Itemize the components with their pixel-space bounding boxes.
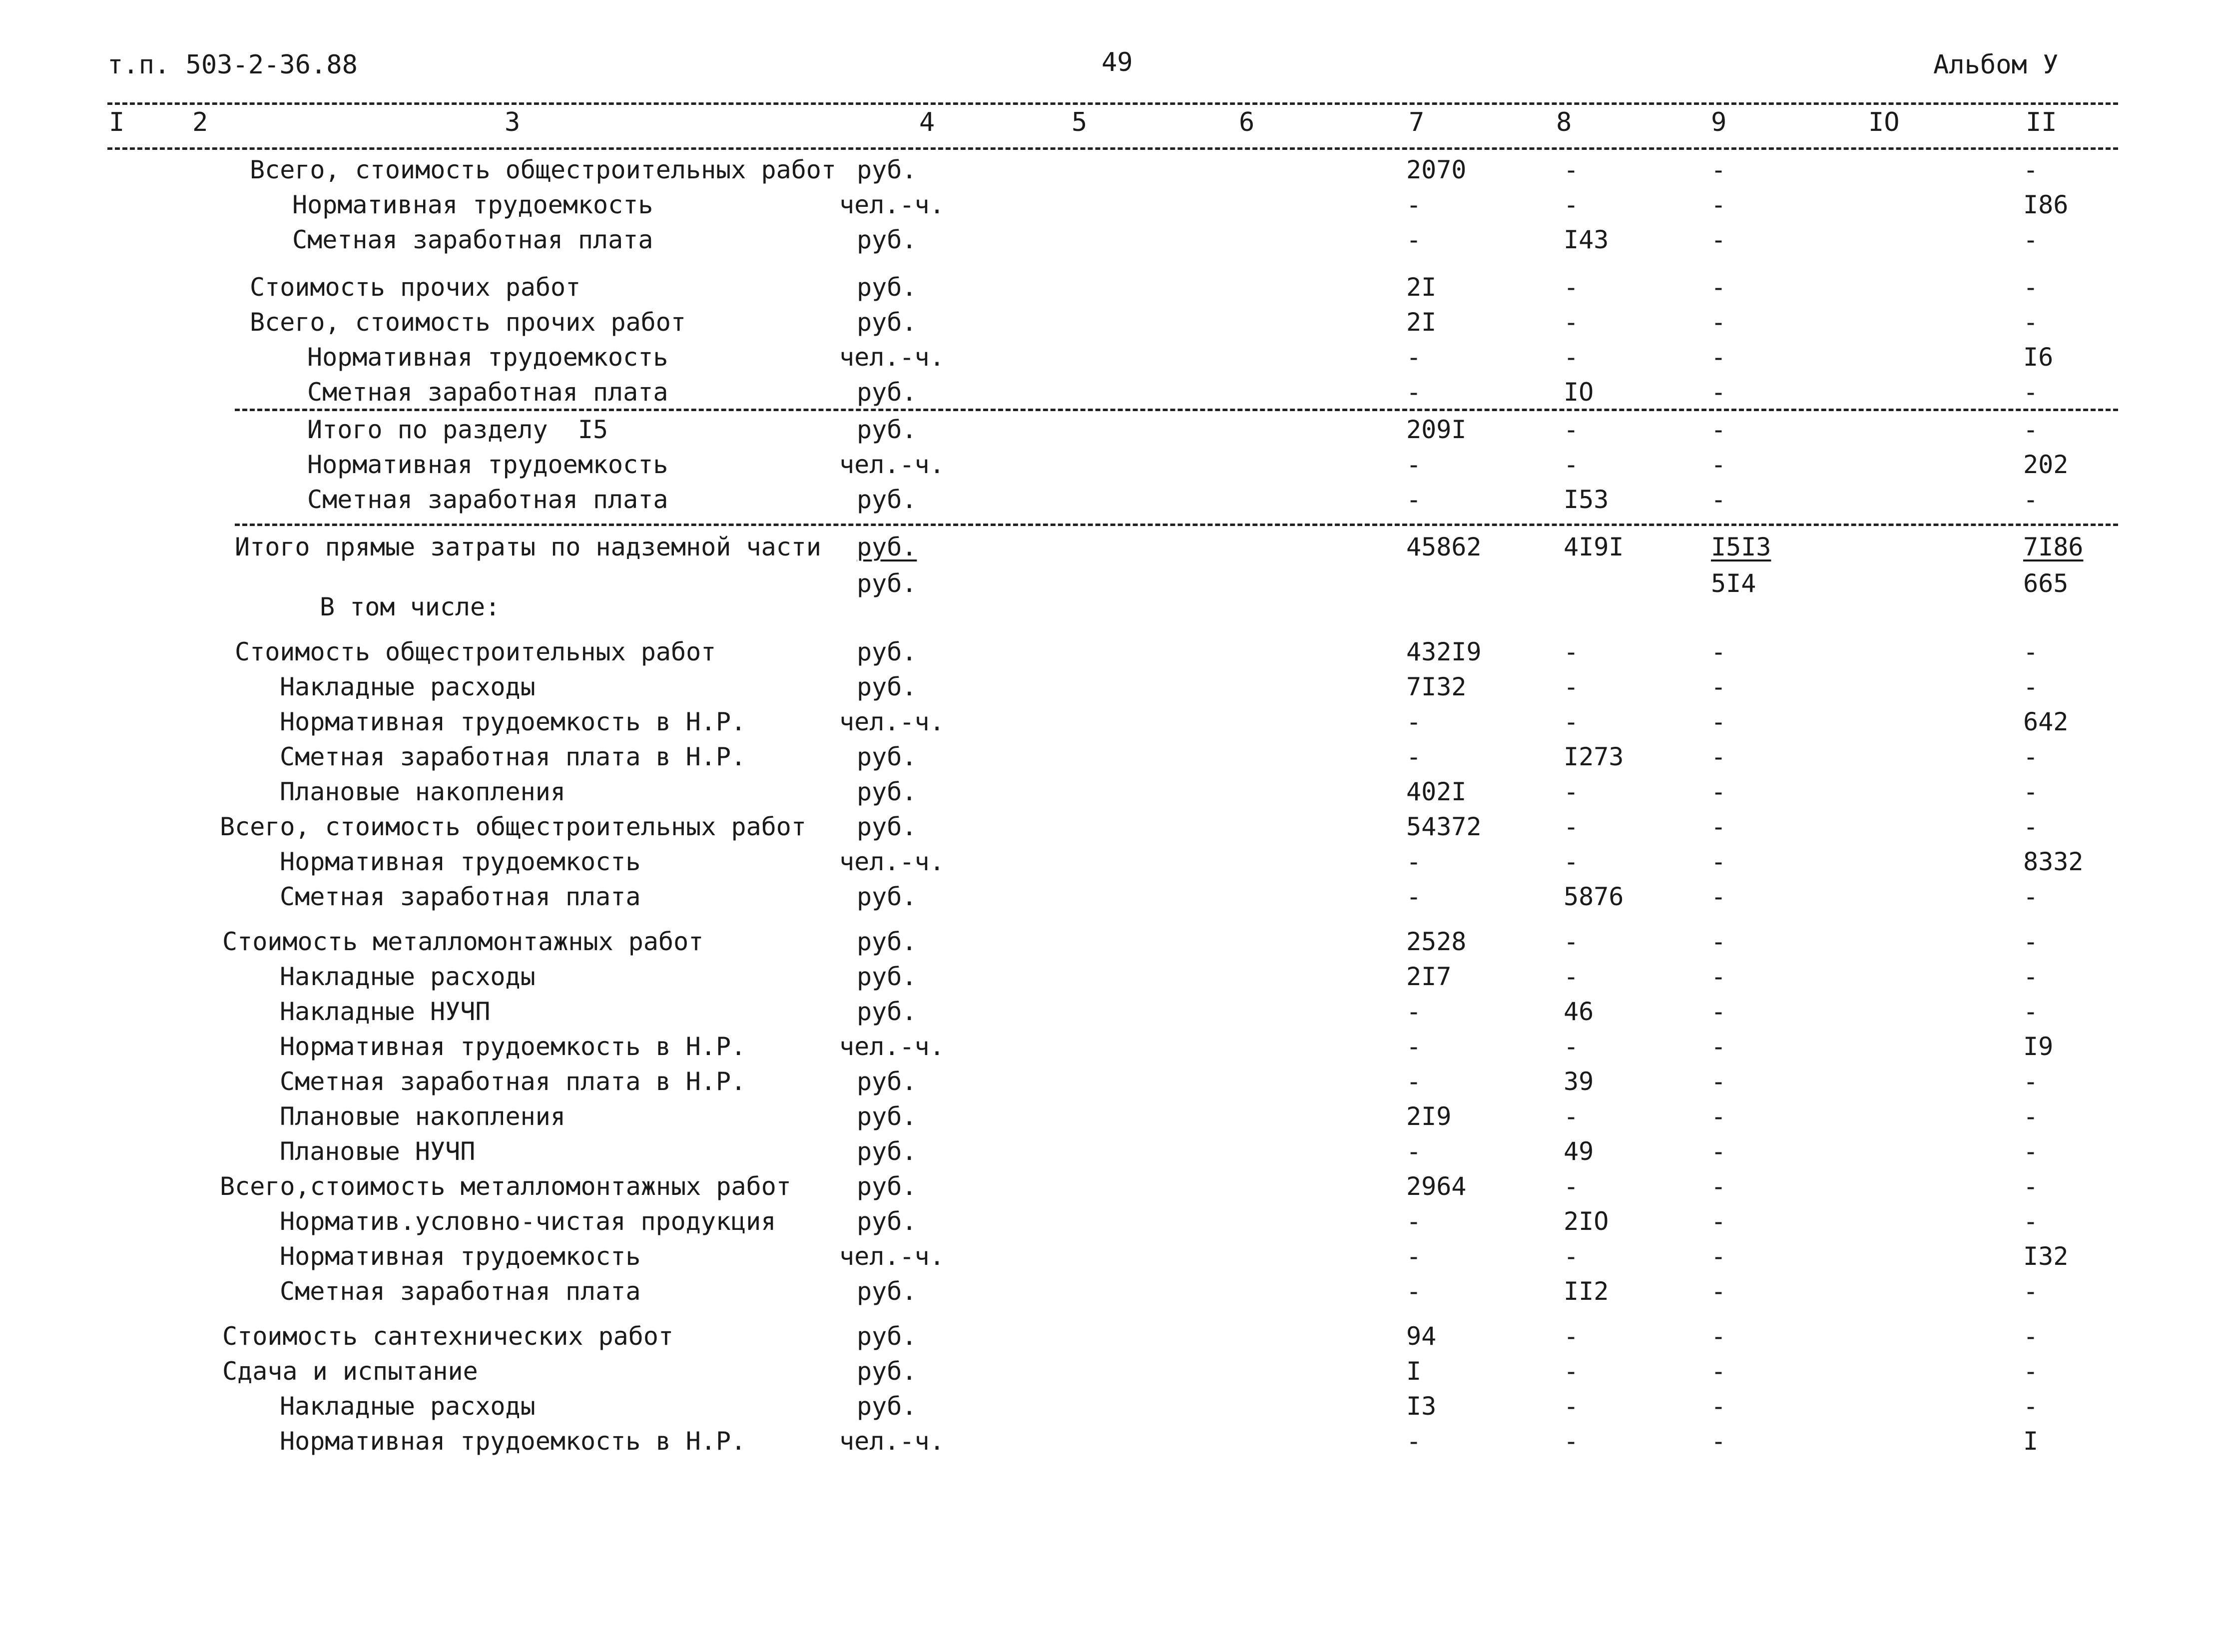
unit-cell: руб.: [857, 997, 917, 1026]
machine-cell: -: [1711, 1242, 1726, 1271]
row-label: Сметная заработная плата в Н.Р.: [280, 742, 746, 771]
labor-cell: I6: [2023, 343, 2054, 372]
labor-cell: -: [2023, 415, 2039, 444]
machine-cell: -: [1711, 415, 1726, 444]
column-header: II: [2026, 107, 2057, 137]
labor-cell: -: [2023, 225, 2039, 254]
cost-cell: -: [1406, 1032, 1422, 1061]
labor-cell: -: [2023, 997, 2039, 1026]
unit-cell: руб.: [857, 569, 917, 598]
machine-cell: -: [1711, 1102, 1726, 1131]
row-label: Сдача и испытание: [222, 1357, 478, 1386]
machine-cell: -: [1711, 1357, 1726, 1386]
cost-cell: I: [1406, 1357, 1422, 1386]
unit-cell: руб.: [857, 225, 917, 254]
wage-cell: -: [1564, 1392, 1579, 1421]
wage-cell: -: [1564, 672, 1579, 701]
unit-cell: руб.: [857, 533, 917, 561]
labor-cell: -: [2023, 155, 2039, 184]
row-label: Итого по разделу I5: [307, 415, 608, 444]
labor-cell: 202: [2023, 450, 2069, 479]
labor-cell: -: [2023, 882, 2039, 911]
cost-cell: -: [1406, 1137, 1422, 1166]
row-label: Норматив.условно-чистая продукция: [280, 1207, 776, 1236]
labor-cell: I9: [2023, 1032, 2054, 1061]
unit-cell: руб.: [857, 1277, 917, 1306]
row-label: Всего, стоимость прочих работ: [250, 308, 686, 337]
labor-cell: -: [2023, 273, 2039, 302]
machine-cell: -: [1711, 742, 1726, 771]
labor-cell: 665: [2023, 569, 2069, 598]
machine-cell: -: [1711, 777, 1726, 806]
column-header: 9: [1711, 107, 1727, 137]
labor-cell: -: [2023, 1207, 2039, 1236]
cost-cell: -: [1406, 343, 1422, 372]
section-rule-1: [235, 409, 2118, 411]
unit-cell: чел.-ч.: [839, 1242, 945, 1271]
labor-cell: -: [2023, 927, 2039, 956]
wage-cell: -: [1564, 1172, 1579, 1201]
unit-cell: чел.-ч.: [839, 343, 945, 372]
labor-cell: -: [2023, 1277, 2039, 1306]
wage-cell: -: [1564, 343, 1579, 372]
row-label: Нормативная трудоемкость: [307, 450, 668, 479]
row-label: Стоимость сантехнических работ: [222, 1322, 674, 1351]
wage-cell: -: [1564, 1242, 1579, 1271]
machine-cell: -: [1711, 1392, 1726, 1421]
wage-cell: -: [1564, 415, 1579, 444]
cost-cell: 94: [1406, 1322, 1437, 1351]
unit-cell: чел.-ч.: [839, 450, 945, 479]
row-label: Нормативная трудоемкость: [280, 847, 641, 876]
cost-cell: -: [1406, 1242, 1422, 1271]
wage-cell: I273: [1564, 742, 1624, 771]
wage-cell: 49: [1564, 1137, 1594, 1166]
wage-cell: 2IO: [1564, 1207, 1609, 1236]
machine-cell: -: [1711, 1427, 1726, 1456]
labor-cell: -: [2023, 962, 2039, 991]
cost-cell: 2070: [1406, 155, 1467, 184]
machine-cell: I5I3: [1711, 533, 1771, 561]
cost-cell: 2I7: [1406, 962, 1452, 991]
unit-cell: руб.: [857, 1207, 917, 1236]
cost-cell: -: [1406, 997, 1422, 1026]
wage-cell: -: [1564, 1322, 1579, 1351]
header-top-rule: [107, 102, 2118, 105]
machine-cell: -: [1711, 273, 1726, 302]
column-header: 3: [505, 107, 521, 137]
row-label: Накладные расходы: [280, 672, 536, 701]
unit-cell: руб.: [857, 1357, 917, 1386]
unit-cell: чел.-ч.: [839, 190, 945, 219]
labor-cell: I86: [2023, 190, 2069, 219]
unit-cell: руб.: [857, 1322, 917, 1351]
labor-cell: -: [2023, 378, 2039, 407]
cost-cell: -: [1406, 378, 1422, 407]
unit-cell: руб.: [857, 742, 917, 771]
row-label: В том числе:: [320, 592, 501, 621]
unit-cell: руб.: [857, 637, 917, 666]
cost-cell: -: [1406, 450, 1422, 479]
labor-cell: -: [2023, 777, 2039, 806]
wage-cell: -: [1564, 707, 1579, 736]
cost-cell: 2I: [1406, 308, 1437, 337]
row-label: Плановые накопления: [280, 1102, 565, 1131]
row-label: Нормативная трудоемкость в Н.Р.: [280, 1032, 746, 1061]
unit-cell: руб.: [857, 415, 917, 444]
row-label: Нормативная трудоемкость: [280, 1242, 641, 1271]
cost-cell: 432I9: [1406, 637, 1482, 666]
column-header: 5: [1072, 107, 1088, 137]
labor-cell: -: [2023, 308, 2039, 337]
row-label: Итого прямые затраты по надземной части: [235, 533, 821, 561]
column-header: 2: [192, 107, 208, 137]
unit-cell: чел.-ч.: [839, 1032, 945, 1061]
album-label: Альбом У: [1933, 50, 2059, 80]
row-label: Стоимость общестроительных работ: [235, 637, 716, 666]
labor-cell: -: [2023, 1137, 2039, 1166]
unit-cell: чел.-ч.: [839, 847, 945, 876]
row-label: Всего, стоимость общестроительных работ: [220, 812, 806, 841]
labor-cell: 642: [2023, 707, 2069, 736]
column-header: I: [109, 107, 125, 137]
wage-cell: -: [1564, 812, 1579, 841]
unit-cell: руб.: [857, 1172, 917, 1201]
machine-cell: -: [1711, 1277, 1726, 1306]
labor-cell: -: [2023, 1172, 2039, 1201]
machine-cell: -: [1711, 707, 1726, 736]
unit-cell: руб.: [857, 1102, 917, 1131]
row-label: Сметная заработная плата: [307, 485, 668, 514]
unit-cell: руб.: [857, 273, 917, 302]
cost-cell: 209I: [1406, 415, 1467, 444]
machine-cell: 5I4: [1711, 569, 1756, 598]
wage-cell: -: [1564, 1102, 1579, 1131]
machine-cell: -: [1711, 155, 1726, 184]
cost-cell: 45862: [1406, 533, 1482, 561]
cost-cell: -: [1406, 1427, 1422, 1456]
machine-cell: -: [1711, 225, 1726, 254]
column-header: 7: [1409, 107, 1425, 137]
machine-cell: -: [1711, 1172, 1726, 1201]
cost-cell: 2964: [1406, 1172, 1467, 1201]
unit-cell: руб.: [857, 1067, 917, 1096]
labor-cell: -: [2023, 1392, 2039, 1421]
row-label: Всего,стоимость металломонтажных работ: [220, 1172, 791, 1201]
cost-cell: -: [1406, 1067, 1422, 1096]
wage-cell: -: [1564, 1357, 1579, 1386]
row-label: Стоимость металломонтажных работ: [222, 927, 704, 956]
unit-cell: руб.: [857, 378, 917, 407]
machine-cell: -: [1711, 343, 1726, 372]
row-label: Сметная заработная плата в Н.Р.: [280, 1067, 746, 1096]
cost-cell: -: [1406, 225, 1422, 254]
labor-cell: -: [2023, 742, 2039, 771]
wage-cell: -: [1564, 190, 1579, 219]
cost-cell: -: [1406, 485, 1422, 514]
cost-cell: -: [1406, 1207, 1422, 1236]
row-label: Накладные расходы: [280, 962, 536, 991]
wage-cell: -: [1564, 1427, 1579, 1456]
row-label: Нормативная трудоемкость в Н.Р.: [280, 1427, 746, 1456]
labor-cell: -: [2023, 485, 2039, 514]
unit-cell: руб.: [857, 1137, 917, 1166]
row-label: Плановые накопления: [280, 777, 565, 806]
labor-cell: I32: [2023, 1242, 2069, 1271]
wage-cell: -: [1564, 962, 1579, 991]
labor-cell: -: [2023, 812, 2039, 841]
labor-cell: -: [2023, 672, 2039, 701]
row-label: Всего, стоимость общестроительных работ: [250, 155, 836, 184]
cost-cell: 2I9: [1406, 1102, 1452, 1131]
page-number: 49: [1102, 47, 1133, 77]
unit-cell: руб.: [857, 812, 917, 841]
wage-cell: -: [1564, 927, 1579, 956]
wage-cell: 4I9I: [1564, 533, 1624, 561]
machine-cell: -: [1711, 1067, 1726, 1096]
section-rule-2: [235, 524, 2118, 526]
cost-cell: 7I32: [1406, 672, 1467, 701]
machine-cell: -: [1711, 847, 1726, 876]
labor-cell: -: [2023, 1357, 2039, 1386]
unit-cell: руб.: [857, 155, 917, 184]
cost-cell: -: [1406, 1277, 1422, 1306]
wage-cell: 39: [1564, 1067, 1594, 1096]
wage-cell: IO: [1564, 378, 1594, 407]
wage-cell: -: [1564, 847, 1579, 876]
machine-cell: -: [1711, 1207, 1726, 1236]
unit-cell: руб.: [857, 882, 917, 911]
wage-cell: 46: [1564, 997, 1594, 1026]
machine-cell: -: [1711, 1137, 1726, 1166]
labor-cell: -: [2023, 637, 2039, 666]
header-bottom-rule: [107, 147, 2118, 150]
wage-cell: -: [1564, 637, 1579, 666]
wage-cell: I43: [1564, 225, 1609, 254]
unit-cell: руб.: [857, 777, 917, 806]
labor-cell: -: [2023, 1102, 2039, 1131]
cost-cell: 402I: [1406, 777, 1467, 806]
wage-cell: II2: [1564, 1277, 1609, 1306]
wage-cell: -: [1564, 1032, 1579, 1061]
wage-cell: I53: [1564, 485, 1609, 514]
row-label: Плановые НУЧП: [280, 1137, 476, 1166]
wage-cell: -: [1564, 155, 1579, 184]
cost-cell: 54372: [1406, 812, 1482, 841]
row-label: Сметная заработная плата: [280, 1277, 641, 1306]
unit-cell: руб.: [857, 962, 917, 991]
unit-cell: руб.: [857, 308, 917, 337]
machine-cell: -: [1711, 672, 1726, 701]
machine-cell: -: [1711, 997, 1726, 1026]
machine-cell: -: [1711, 637, 1726, 666]
labor-cell: -: [2023, 1322, 2039, 1351]
wage-cell: -: [1564, 308, 1579, 337]
unit-cell: руб.: [857, 485, 917, 514]
wage-cell: -: [1564, 777, 1579, 806]
wage-cell: 5876: [1564, 882, 1624, 911]
machine-cell: -: [1711, 308, 1726, 337]
row-label: Нормативная трудоемкость в Н.Р.: [280, 707, 746, 736]
machine-cell: -: [1711, 1032, 1726, 1061]
wage-cell: -: [1564, 450, 1579, 479]
cost-cell: -: [1406, 847, 1422, 876]
labor-cell: 7I86: [2023, 533, 2084, 561]
cost-cell: -: [1406, 742, 1422, 771]
unit-cell: чел.-ч.: [839, 1427, 945, 1456]
row-label: Стоимость прочих работ: [250, 273, 581, 302]
row-label: Накладные НУЧП: [280, 997, 491, 1026]
row-label: Сметная заработная плата: [280, 882, 641, 911]
machine-cell: -: [1711, 962, 1726, 991]
machine-cell: -: [1711, 927, 1726, 956]
row-label: Сметная заработная плата: [307, 378, 668, 407]
column-header: 6: [1239, 107, 1255, 137]
machine-cell: -: [1711, 450, 1726, 479]
machine-cell: -: [1711, 485, 1726, 514]
column-header: IO: [1868, 107, 1900, 137]
wage-cell: -: [1564, 273, 1579, 302]
cost-cell: 2I: [1406, 273, 1437, 302]
cost-cell: 2528: [1406, 927, 1467, 956]
unit-cell: руб.: [857, 1392, 917, 1421]
labor-cell: I: [2023, 1427, 2039, 1456]
cost-cell: I3: [1406, 1392, 1437, 1421]
labor-cell: -: [2023, 1067, 2039, 1096]
column-header: 4: [919, 107, 935, 137]
unit-cell: руб.: [857, 927, 917, 956]
document-code: т.п. 503-2-36.88: [107, 50, 358, 80]
labor-cell: 8332: [2023, 847, 2084, 876]
unit-cell: чел.-ч.: [839, 707, 945, 736]
cost-cell: -: [1406, 190, 1422, 219]
row-label: Нормативная трудоемкость: [307, 343, 668, 372]
machine-cell: -: [1711, 882, 1726, 911]
machine-cell: -: [1711, 1322, 1726, 1351]
cost-cell: -: [1406, 707, 1422, 736]
machine-cell: -: [1711, 190, 1726, 219]
row-label: Нормативная трудоемкость: [292, 190, 653, 219]
row-label: Накладные расходы: [280, 1392, 536, 1421]
cost-cell: -: [1406, 882, 1422, 911]
machine-cell: -: [1711, 812, 1726, 841]
machine-cell: -: [1711, 378, 1726, 407]
column-header: 8: [1556, 107, 1572, 137]
row-label: Сметная заработная плата: [292, 225, 653, 254]
unit-cell: руб.: [857, 672, 917, 701]
